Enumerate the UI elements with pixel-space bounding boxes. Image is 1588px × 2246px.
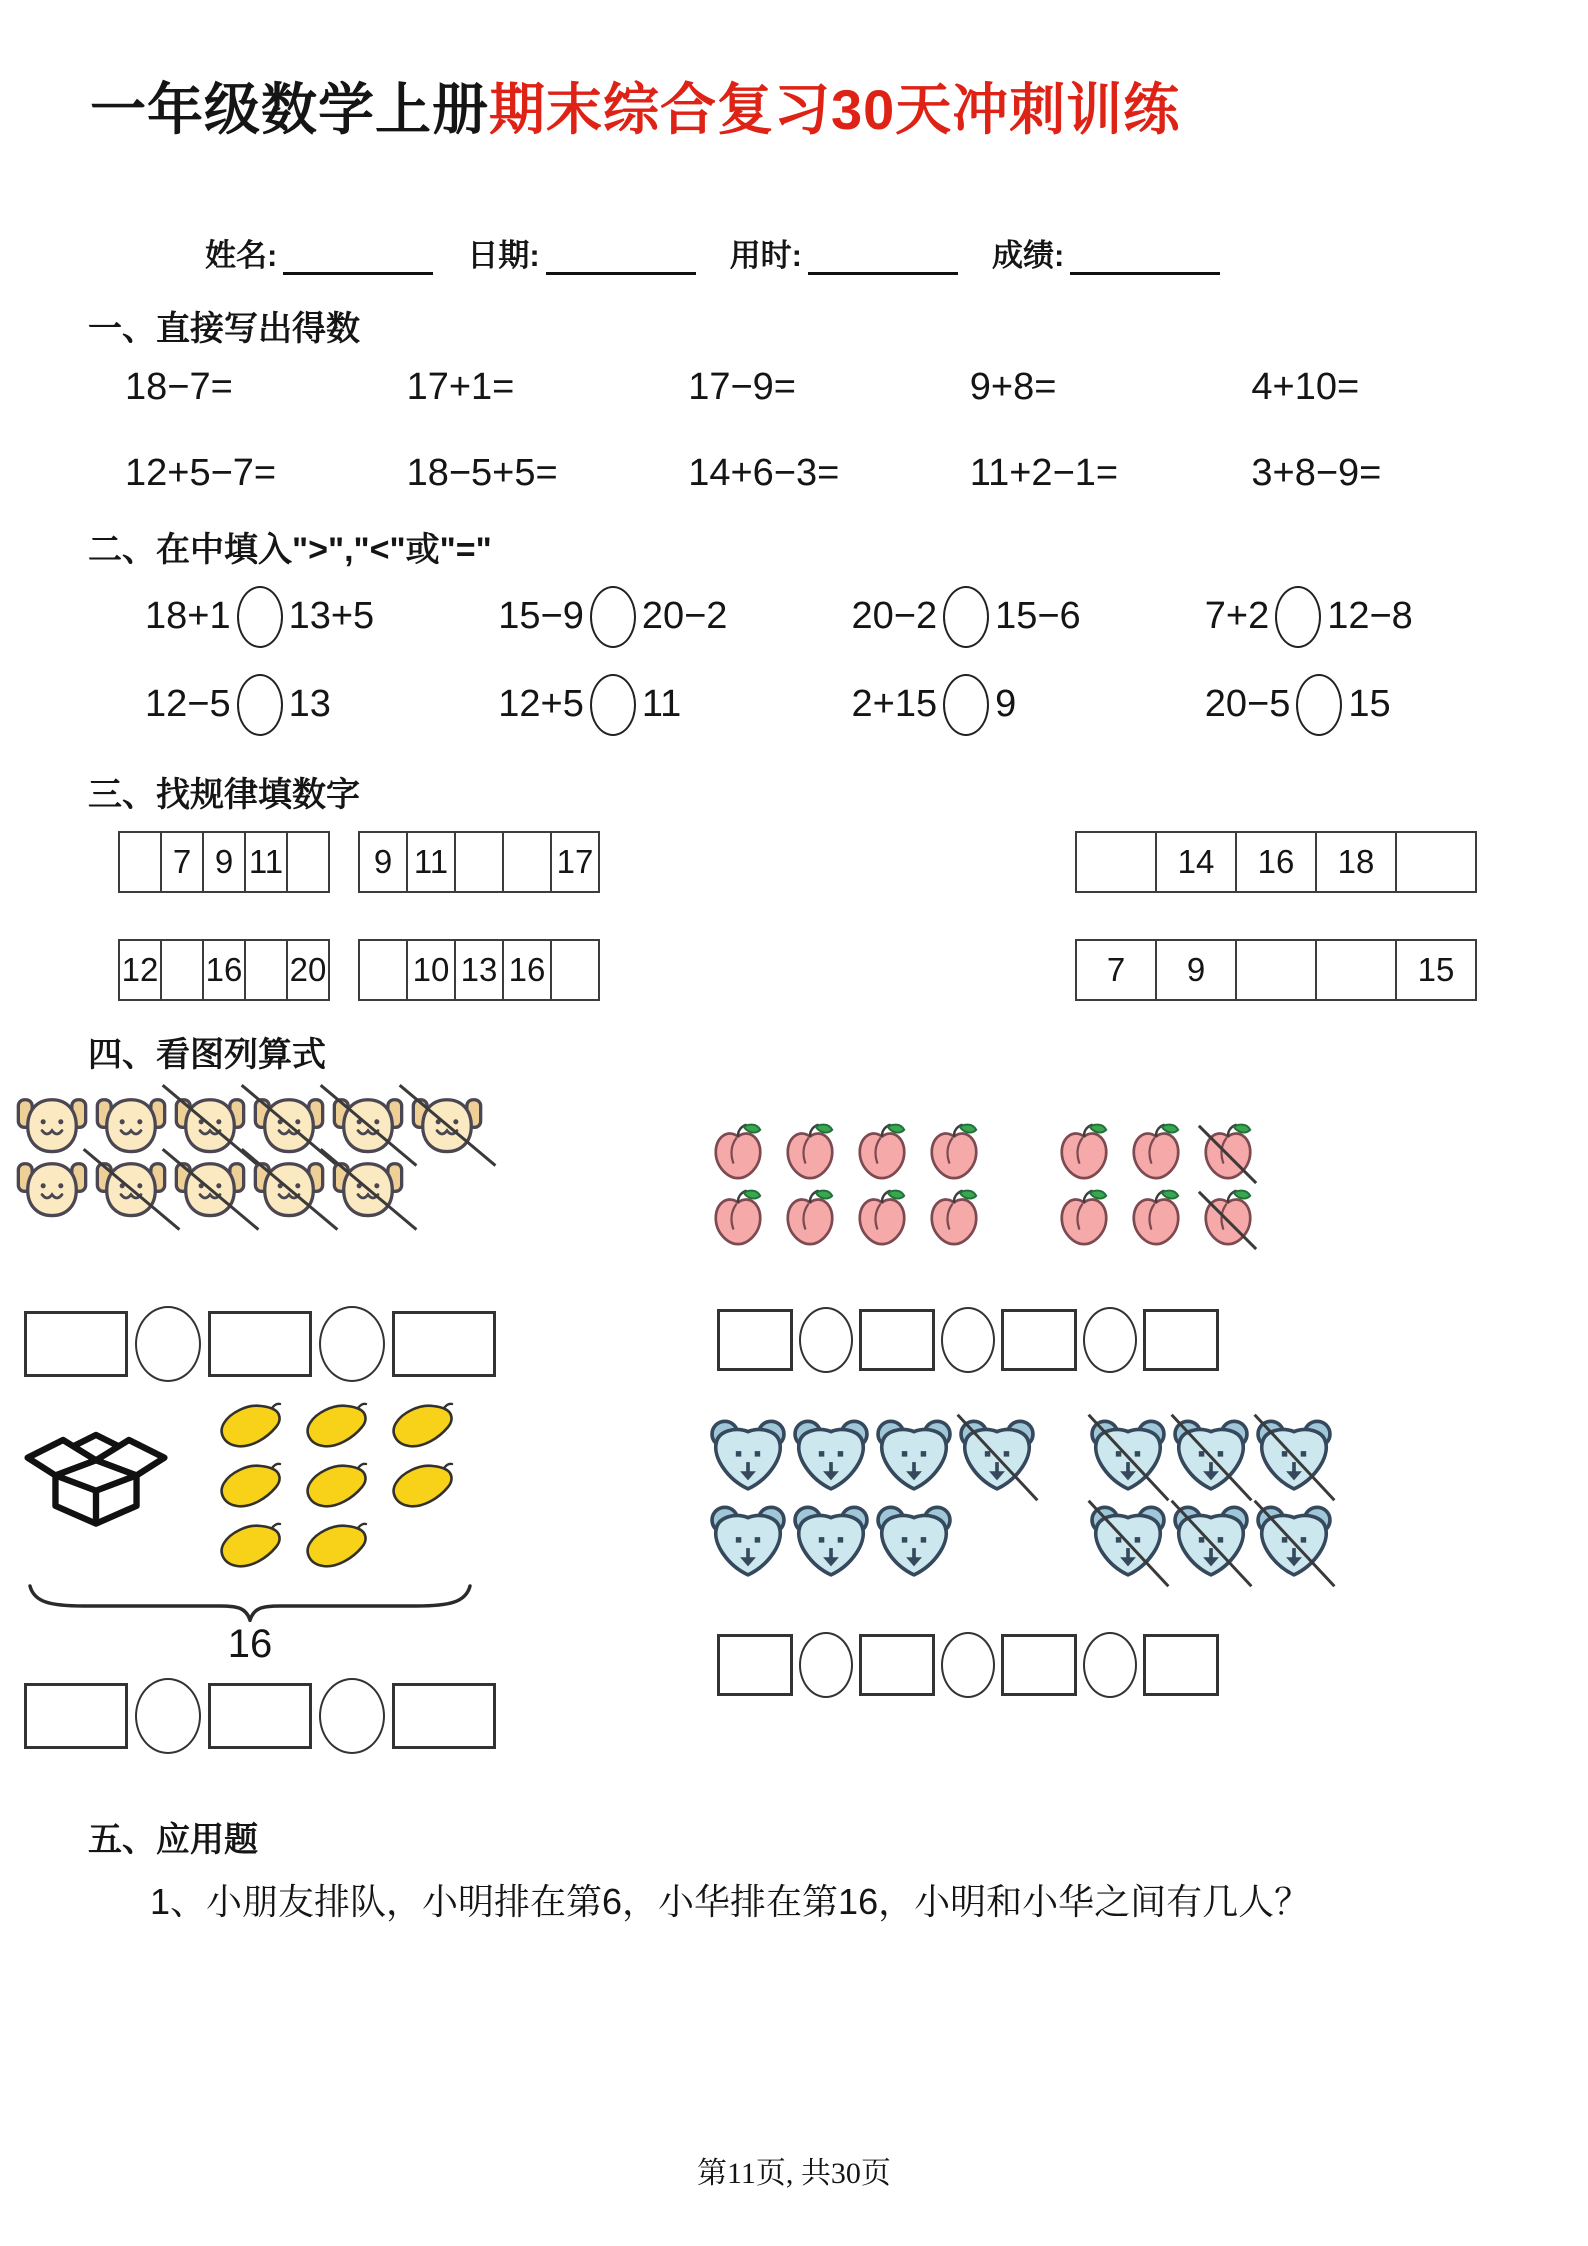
peach-icon: [853, 1186, 911, 1252]
mango-icon: [300, 1520, 370, 1572]
sequence-row-2: [0, 939, 1588, 1001]
answer-circle[interactable]: [1083, 1632, 1137, 1698]
comparison-row-2: [145, 669, 1558, 741]
answer-circle[interactable]: [319, 1678, 385, 1754]
peach-group: [1055, 1120, 1271, 1252]
answer-box[interactable]: [859, 1634, 935, 1696]
section-5-heading: 五、应用题: [88, 1821, 258, 1860]
sequence-cell: 16: [1237, 833, 1317, 891]
answer-box[interactable]: [208, 1683, 312, 1749]
comparison-problem: [1205, 581, 1558, 653]
comparison-problem: [145, 581, 498, 653]
answer-circle[interactable]: [941, 1307, 995, 1373]
peaches-picture: [709, 1120, 1489, 1252]
answer-box[interactable]: [717, 1634, 793, 1696]
icon-row: [214, 1460, 472, 1520]
math-problem: 17+1=: [406, 365, 515, 408]
comparison-circle[interactable]: [590, 586, 636, 648]
math-problem: 4+10=: [1251, 365, 1360, 408]
answer-box[interactable]: [392, 1311, 496, 1377]
left-expression: 12−5: [145, 683, 231, 726]
title-red-part: 期末综合复习30天冲刺训练: [489, 78, 1181, 141]
sequence-cell[interactable]: [1237, 941, 1317, 999]
comparison-circle[interactable]: [943, 586, 989, 648]
dogs-picture: [14, 1092, 654, 1220]
answer-circle[interactable]: [135, 1678, 201, 1754]
page-number: 第11页, 共30页: [697, 2157, 891, 2190]
meta-label: 成绩:: [991, 238, 1065, 273]
right-expression: 12−8: [1327, 595, 1413, 638]
sequence-cell[interactable]: [162, 941, 204, 999]
sequence-cell[interactable]: [246, 941, 288, 999]
peach-icon: [1055, 1120, 1113, 1186]
mango-icon: [386, 1460, 456, 1512]
comparison-problem: [498, 669, 851, 741]
math-problem: 11+2−1=: [969, 451, 1119, 494]
meta-blank-line[interactable]: [546, 242, 696, 275]
word-problem-1: 1、小朋友排队，小明排在第6，小华排在第16，小明和小华之间有几人？: [150, 1880, 1311, 1922]
sequence-table: [1075, 939, 1477, 1001]
icon-row: [1055, 1186, 1271, 1252]
left-expression: 12+5: [498, 683, 584, 726]
answer-box[interactable]: [24, 1683, 128, 1749]
sequence-cell: 11: [408, 833, 456, 891]
meta-label: 姓名:: [205, 238, 278, 273]
open-box-icon: [20, 1412, 172, 1544]
sequence-cell[interactable]: [552, 941, 598, 999]
meta-field-3: [730, 230, 958, 275]
peach-icon: [1127, 1186, 1185, 1252]
mouse-icon: [1172, 1504, 1250, 1580]
right-expression: 20−2: [641, 595, 728, 638]
sequence-table: [358, 939, 600, 1001]
comparison-circle[interactable]: [1275, 586, 1321, 648]
mouse-icon: [792, 1504, 870, 1580]
answer-box[interactable]: [1143, 1634, 1219, 1696]
page-title: [90, 66, 1588, 146]
sequence-table: [358, 831, 600, 893]
comparison-circle[interactable]: [237, 674, 283, 736]
right-expression: 15: [1348, 683, 1391, 726]
mouse-group: [1089, 1418, 1338, 1590]
mouse-icon: [1089, 1504, 1167, 1580]
math-problem: 14+6−3=: [688, 451, 840, 494]
mango-icon: [214, 1520, 284, 1572]
icon-row: [14, 1092, 654, 1156]
sequence-cell: 9: [1157, 941, 1237, 999]
comparison-problem: [145, 669, 498, 741]
dog-icon: [172, 1092, 248, 1156]
meta-field-4: [992, 230, 1220, 275]
mouse-icon: [875, 1504, 953, 1580]
right-expression: 15−6: [995, 595, 1081, 638]
sequence-cell: 16: [504, 941, 552, 999]
sequence-cell: 18: [1317, 833, 1397, 891]
comparison-circle[interactable]: [590, 674, 636, 736]
meta-blank-line[interactable]: [808, 242, 958, 275]
peach-icon: [709, 1120, 767, 1186]
answer-box[interactable]: [717, 1309, 793, 1371]
dogs-answer-row: [24, 1306, 654, 1382]
sequence-cell: 11: [246, 833, 288, 891]
math-problem: 18−7=: [125, 365, 233, 408]
icon-row: [709, 1120, 997, 1186]
sequence-cell: 7: [162, 833, 204, 891]
meta-blank-line[interactable]: [283, 242, 433, 275]
picture-column-right: [709, 1090, 1489, 1698]
comparison-circle[interactable]: [1296, 674, 1342, 736]
title-black-part: 一年级数学上册: [90, 78, 489, 141]
right-expression: 11: [641, 683, 682, 726]
sequence-cell: 20: [289, 951, 327, 989]
section-4-heading: 四、看图列算式: [88, 1036, 326, 1075]
sequence-table: [1075, 831, 1477, 893]
mouse-icon: [1172, 1418, 1250, 1494]
dog-icon: [330, 1092, 406, 1156]
right-expression: 13+5: [288, 595, 375, 638]
picture-problems: [0, 1090, 1588, 1754]
peach-icon: [1199, 1120, 1257, 1186]
mango-answer-row: [24, 1678, 654, 1754]
peach-icon: [853, 1120, 911, 1186]
sequence-cell[interactable]: [1317, 941, 1397, 999]
sequence-cell[interactable]: [504, 833, 552, 891]
mouse-icon: [1255, 1504, 1333, 1580]
mouse-icon: [1089, 1418, 1167, 1494]
sequence-cell[interactable]: [1077, 833, 1157, 891]
icon-row: [1089, 1504, 1338, 1590]
comparison-problem: [498, 581, 851, 653]
answer-box[interactable]: [859, 1309, 935, 1371]
sequence-cell: 9: [204, 833, 246, 891]
sequence-cell[interactable]: [120, 833, 162, 891]
dog-icon: [93, 1092, 169, 1156]
meta-row: [205, 230, 1588, 275]
meta-field-1: [205, 230, 433, 275]
answer-box[interactable]: [1001, 1634, 1077, 1696]
dog-icon: [93, 1156, 169, 1220]
comparison-circle[interactable]: [943, 674, 989, 736]
sequence-cell: 10: [408, 941, 456, 999]
icon-row: [709, 1504, 1041, 1590]
sequence-cell[interactable]: [360, 941, 408, 999]
left-expression: 15−9: [498, 595, 584, 638]
peaches-answer-row: [717, 1307, 1489, 1373]
meta-field-2: [467, 230, 695, 275]
sequence-table: [118, 939, 330, 1001]
math-problem: 17−9=: [688, 365, 796, 408]
meta-blank-line[interactable]: [1070, 242, 1220, 275]
calc-row-2: [125, 450, 1533, 496]
left-expression: 18+1: [145, 595, 231, 638]
mango-icon: [300, 1400, 370, 1452]
peach-group: [709, 1120, 997, 1252]
mango-box-picture: [20, 1398, 654, 1580]
section-3-heading: 三、找规律填数字: [88, 775, 360, 814]
peach-icon: [1055, 1186, 1113, 1252]
icon-row: [214, 1520, 472, 1580]
comparison-problem: [852, 581, 1205, 653]
brace-icon: [24, 1582, 476, 1622]
sequence-cell[interactable]: [1397, 833, 1475, 891]
comparison-circle[interactable]: [237, 586, 283, 648]
peach-icon: [1127, 1120, 1185, 1186]
left-expression: 20−5: [1204, 683, 1291, 726]
sequence-cell: 9: [360, 833, 408, 891]
mango-grid: [214, 1400, 472, 1580]
dog-icon: [330, 1156, 406, 1220]
peach-icon: [781, 1186, 839, 1252]
calc-row-1: [125, 364, 1533, 410]
sequence-cell[interactable]: [288, 833, 328, 891]
answer-box[interactable]: [1143, 1309, 1219, 1371]
mouse-icon: [1255, 1418, 1333, 1494]
answer-circle[interactable]: [941, 1632, 995, 1698]
meta-label: 日期:: [467, 238, 540, 273]
sequence-cell: 17: [556, 843, 594, 881]
math-problem: 18−5+5=: [406, 451, 558, 494]
peach-icon: [781, 1120, 839, 1186]
dog-icon: [14, 1092, 90, 1156]
brace-total-label: 16: [227, 1622, 273, 1667]
sequence-cell: 15: [1417, 951, 1455, 989]
answer-box[interactable]: [392, 1683, 496, 1749]
mice-answer-row: [717, 1632, 1489, 1698]
mouse-icon: [792, 1418, 870, 1494]
total-brace: [24, 1582, 476, 1666]
dog-icon: [409, 1092, 485, 1156]
peach-icon: [1199, 1186, 1257, 1252]
left-expression: 20−2: [851, 595, 938, 638]
answer-circle[interactable]: [1083, 1307, 1137, 1373]
mouse-icon: [875, 1418, 953, 1494]
mice-picture: [709, 1418, 1489, 1590]
icon-row: [214, 1400, 472, 1460]
mango-icon: [214, 1400, 284, 1452]
answer-box[interactable]: [208, 1311, 312, 1377]
math-problem: 3+8−9=: [1251, 451, 1382, 494]
mango-icon: [214, 1460, 284, 1512]
dog-icon: [172, 1156, 248, 1220]
peach-icon: [925, 1120, 983, 1186]
mouse-icon: [958, 1418, 1036, 1494]
sequence-cell: 16: [204, 941, 246, 999]
comparison-problem: [852, 669, 1205, 741]
math-problem: 9+8=: [969, 365, 1057, 408]
right-expression: 13: [288, 683, 331, 726]
section-1-heading: 一、直接写出得数: [88, 310, 360, 348]
meta-label: 用时:: [729, 238, 802, 273]
answer-box[interactable]: [24, 1311, 128, 1377]
mouse-icon: [709, 1418, 787, 1494]
icon-row: [709, 1418, 1041, 1504]
mouse-group: [709, 1418, 1041, 1590]
answer-circle[interactable]: [135, 1306, 201, 1382]
sequence-cell: 14: [1157, 833, 1237, 891]
peach-icon: [709, 1186, 767, 1252]
answer-circle[interactable]: [319, 1306, 385, 1382]
icon-row: [1055, 1120, 1271, 1186]
comparison-row-1: [145, 581, 1558, 653]
dog-icon: [14, 1156, 90, 1220]
answer-circle[interactable]: [799, 1307, 853, 1373]
comparison-problem: [1205, 669, 1558, 741]
icon-row: [1089, 1418, 1338, 1504]
mango-icon: [300, 1460, 370, 1512]
answer-circle[interactable]: [799, 1632, 853, 1698]
picture-column-left: [14, 1090, 654, 1754]
left-expression: 2+15: [851, 683, 938, 726]
sequence-table: [118, 831, 330, 893]
math-problem: 12+5−7=: [125, 451, 277, 494]
sequence-cell: 7: [1077, 941, 1157, 999]
sequence-cell: 12: [120, 941, 162, 999]
dog-icon: [251, 1156, 327, 1220]
dog-icon: [251, 1092, 327, 1156]
peach-icon: [925, 1186, 983, 1252]
sequence-row-1: [0, 831, 1588, 893]
answer-box[interactable]: [1001, 1309, 1077, 1371]
sequence-cell: 13: [456, 941, 504, 999]
left-expression: 7+2: [1204, 595, 1270, 638]
mango-icon: [386, 1400, 456, 1452]
sequence-cell[interactable]: [456, 833, 504, 891]
right-expression: 9: [995, 683, 1017, 726]
icon-row: [709, 1186, 997, 1252]
mouse-icon: [709, 1504, 787, 1580]
icon-row: [14, 1156, 654, 1220]
section-2-heading: 二、在中填入">","<"或"=": [88, 530, 492, 569]
